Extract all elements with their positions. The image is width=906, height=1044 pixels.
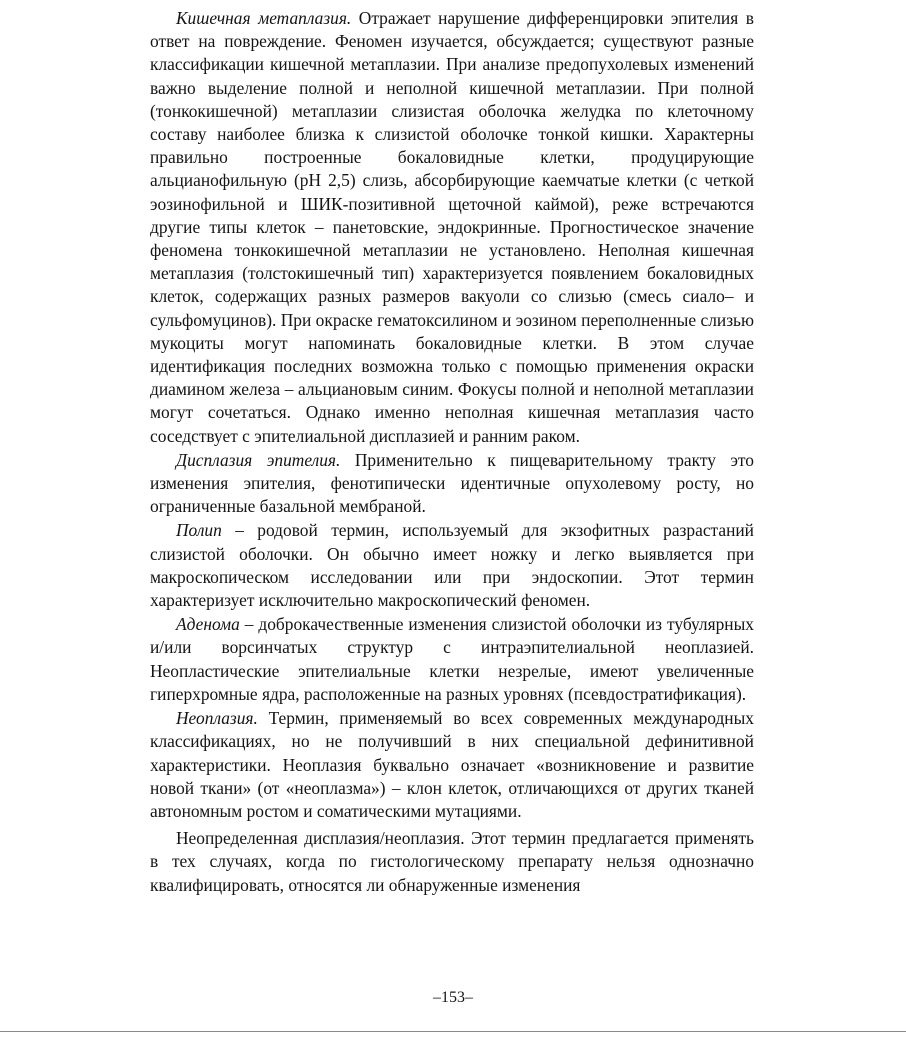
paragraph-polyp xyxy=(150,519,754,612)
paragraph-adenoma xyxy=(150,613,754,706)
paragraph-epithelial-dysplasia xyxy=(150,449,754,519)
term-neoplasia: Неоплазия. xyxy=(176,708,258,729)
paragraph-neoplasia xyxy=(150,707,754,823)
paragraph-intestinal-metaplasia xyxy=(150,7,754,448)
paragraph-text: – родовой термин, используемый для экзофитных разрастаний слизистой оболочки. Он обычно имеет ножку и легко выявляется при макроскопическом исследовании или при эндоскопии. Этот термин характеризует исключительно макроскопический феномен. xyxy=(150,520,754,611)
body-text xyxy=(150,7,754,897)
paragraph-text: Применительно к пищеварительному тракту это изменения эпителия, фенотипически идентичные опухолевому росту, но ограниченные базальной мембраной. xyxy=(150,449,754,517)
paragraph-text: – доброкачественные изменения слизистой оболочки из тубулярных и/или ворсинчатых структур с интраэпителиальной неоплазией. Неопластические эпителиальные клетки незрелые, имеют увеличенные гиперхромные ядра, расположенные на разных уровнях (псевдостратификация). xyxy=(150,614,754,704)
term-polyp: Полип xyxy=(176,520,222,541)
paragraph-text: Неопределенная дисплазия/неоплазия. Этот термин предлагается применять в тех случаях, когда по гистологическому препарату нельзя однозначно квалифицировать, относятся ли обнаруженные изменения xyxy=(150,828,754,895)
paragraph-indefinite-dysplasia xyxy=(150,827,754,897)
term-epithelial-dysplasia: Дисплазия эпителия. xyxy=(176,449,341,470)
bottom-divider xyxy=(0,1031,906,1032)
term-intestinal-metaplasia: Кишечная метаплазия. xyxy=(176,8,352,28)
paragraph-text: Отражает нарушение дифференцировки эпителия в ответ на повреждение. Феномен изучается, обсуждается; существуют разные классификации кишечной метаплазии. При анализе предопухолевых изменений важно выделение полной и неполной кишечной метаплазии. При полной (тонкокишечной) метаплазии слизистая оболочка желудка по клеточному составу наиболее близка к слизистой оболочке тонкой кишки. Характерны правильно построенные бокаловидные клетки, продуцирующие альцианофильную (pH 2,5) слизь, абсорбирующие каемчатые клетки (с четкой эозинофильной и ШИК-позитивной щеточной каймой), реже встречаются другие типы клеток – панетовские, эндокринные. Прогностическое значение феномена тонкокишечной метаплазии не установлено. Неполная кишечная метаплазия (толстокишечный тип) характеризуется появлением бокаловидных клеток, содержащих разных размеров вакуоли со слизью (смесь сиало– и сульфомуцинов). При окраске гематоксилином и эозином переполненные слизью мукоциты могут напоминать бокаловидные клетки. В этом случае идентификация последних возможна только с помощью применения окраски диамином железа – альциановым синим. Фокусы полной и неполной метаплазии могут сочетаться. Однако именно неполная кишечная метаплазия часто соседствует с эпителиальной дисплазией и ранним раком. xyxy=(150,8,754,446)
page-number: –153– xyxy=(433,989,473,1006)
paragraph-text: Термин, применяемый во всех современных международных классификациях, но не получивший в них специальной дефинитивной характеристики. Неоплазия буквально означает «возникновение и развитие новой ткани» (от «неоплазма») – клон клеток, отличающихся от других тканей автономным ростом и соматическими мутациями. xyxy=(150,708,754,821)
term-adenoma: Аденома xyxy=(176,614,240,635)
